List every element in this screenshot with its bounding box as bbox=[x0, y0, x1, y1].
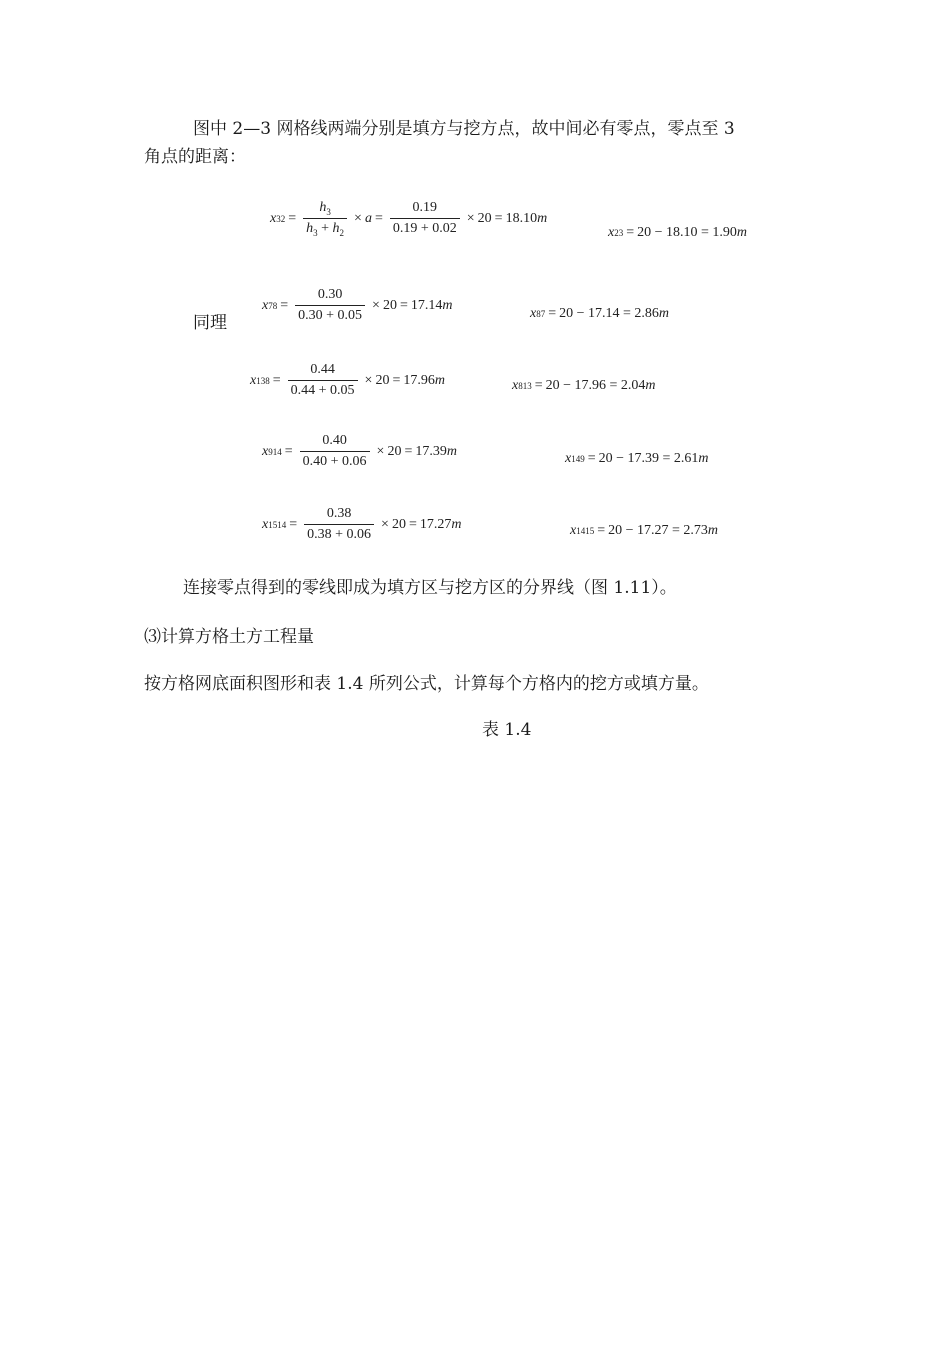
paragraph-formula: 按方格网底面积图形和表 1.4 所列公式，计算每个方格内的挖方或填方量。 bbox=[144, 674, 709, 694]
table-caption: 表 1.4 bbox=[482, 720, 532, 740]
same-label: 同理 bbox=[193, 313, 227, 333]
equation-x138: x 138 = $\frac{0.44}{0.44 + 0.05}$ × 20 = 17.96 m bbox=[250, 362, 445, 398]
equation-x914: x 914 = $\frac{0.40}{0.40 + 0.06}$ × 20 = 17.39 m bbox=[262, 433, 457, 469]
equation-x813: x 813 = 20 − 17.96 = 2.04 m bbox=[512, 378, 656, 393]
equation-x78: x 78 = $\frac{0.30}{0.30 + 0.05}$ × 20 = 17.14 m bbox=[262, 287, 453, 323]
intro-line-2: 角点的距离： bbox=[144, 147, 246, 167]
section-heading: ⑶计算方格土方工程量 bbox=[144, 627, 314, 647]
equation-x1514: x 1514 = $\frac{0.38}{0.38 + 0.06}$ × 20 = 17.27 m bbox=[262, 506, 462, 542]
fraction-numeric: $\frac{0.19}{0.19 + 0.02}$ bbox=[390, 200, 460, 237]
equation-x1415: x 1415 = 20 − 17.27 = 2.73 m bbox=[570, 523, 719, 538]
fraction-symbolic: $\frac{h_3}{h_3 + h_2}$ bbox=[303, 200, 347, 237]
equation-x32: x 32 = $\frac{h_3}{h_3 + h_2}$ × a = $\frac{0.19}{0.19 + 0.02}$ × 20 = 18.10 m bbox=[270, 200, 548, 238]
intro-line-1: 图中 2—3 网格线两端分别是填方与挖方点，故中间必有零点，零点至 3 bbox=[193, 119, 735, 139]
paragraph-connect: 连接零点得到的零线即成为填方区与挖方区的分界线（图 1.11）。 bbox=[183, 578, 677, 598]
equation-x23: x 23 = 20 − 18.10 = 1.90 m bbox=[608, 225, 748, 240]
equation-x87: x 87 = 20 − 17.14 = 2.86 m bbox=[530, 306, 670, 321]
equation-x149: x 149 = 20 − 17.39 = 2.61 m bbox=[565, 451, 709, 466]
